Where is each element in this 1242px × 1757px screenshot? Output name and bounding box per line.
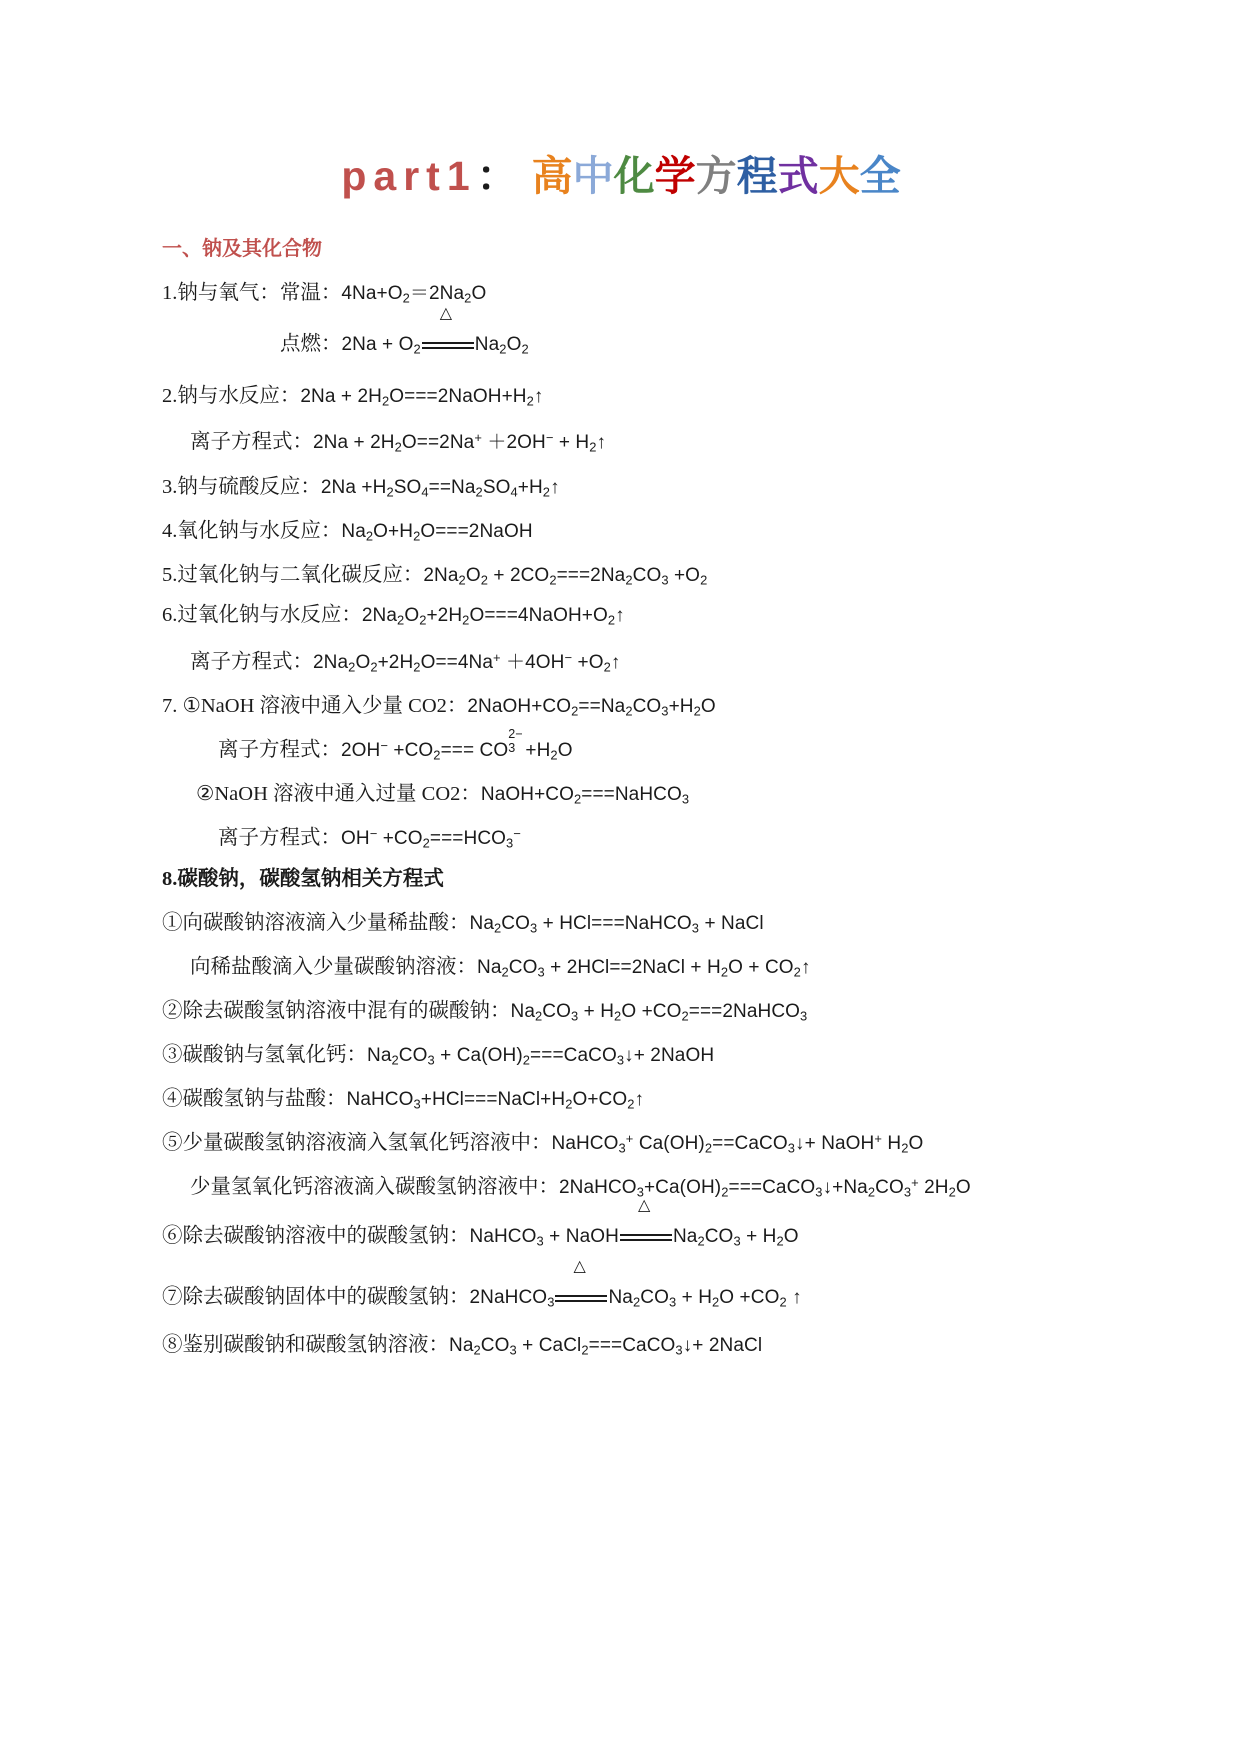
equation-line-hcl-na2co3-small: [190, 953, 811, 982]
equation-line-naoh-co2-small: [162, 692, 716, 721]
title-char-2: 化: [613, 153, 655, 199]
subscript: 2: [542, 484, 551, 500]
subscript: 3: [681, 791, 690, 807]
subscript: 2: [462, 612, 470, 628]
subscript: 2: [589, 439, 597, 455]
subscript: 3: [618, 1140, 626, 1156]
subscript: 2: [501, 964, 509, 980]
subscript: 2: [681, 1008, 689, 1024]
subscript: 4: [510, 484, 518, 500]
chemical-equation: $2Na + O_2$ △ $Na_2O_2$: [342, 334, 529, 355]
equation-line-na-sulfuric: [162, 473, 560, 502]
chemical-equation: $Na_2O+H_2O===2NaOH$: [341, 521, 533, 544]
subscript: 2: [614, 1008, 622, 1024]
charge-sign: +: [625, 1130, 634, 1146]
equation-label: 离子方程式：: [218, 739, 341, 761]
subscript: 2: [422, 835, 430, 851]
equation-line-remove-nahco3-from-na2co3-solid: [162, 1283, 802, 1312]
equation-label: ⑥除去碳酸钠溶液中的碳酸氢钠：: [162, 1225, 470, 1247]
equation-label: 离子方程式：: [218, 827, 341, 849]
subscript: 2: [720, 964, 729, 980]
equation-line-carbonate-group-heading: [162, 865, 444, 893]
subscript: 3: [537, 964, 545, 980]
chemical-equation: $Na_2CO_3$ + $Ca(OH)_2===CaCO_3↓+$ 2NaOH: [367, 1045, 715, 1068]
equation-label: 5.过氧化钠与二氧化碳反应：: [162, 564, 424, 586]
subscript: 2: [793, 964, 801, 980]
chemical-equation: $2NaOH+CO_2==Na_2CO_3+H_2O$: [467, 696, 716, 719]
subscript: 2: [704, 1140, 713, 1156]
charge-sign: +: [874, 1130, 883, 1146]
chemical-equation: $Na_2CO_3$ + 2HCl==2NaCl + $H_2O$ + $CO_2↑$: [477, 957, 811, 980]
subscript: 2: [573, 791, 582, 807]
title-colored-chars: [532, 153, 901, 199]
subscript: 2: [565, 1096, 573, 1112]
subscript: 3: [691, 920, 700, 936]
subscript: 2: [607, 612, 616, 628]
equation-line-na2co3-caoh2: [162, 1041, 714, 1070]
equation-label: 点燃：: [280, 333, 342, 355]
equation-label: ③碳酸钠与氢氧化钙：: [162, 1044, 367, 1066]
reaction-condition-heat: [620, 1227, 672, 1246]
subscript: 3: [570, 1008, 579, 1024]
equation-line-naoh-co2-small-ionic: [218, 726, 573, 765]
subscript: 3: [815, 1184, 823, 1200]
subscript: 2: [549, 572, 557, 588]
equation-line-remove-na2co3-from-nahco3: [162, 997, 807, 1026]
chemical-equation: $2Na_2O_2+2H_2O===4NaOH+O_2↑$: [361, 605, 625, 628]
charge-sign: +: [493, 649, 501, 665]
equation-label: ④碳酸氢钠与盐酸：: [162, 1088, 347, 1110]
subscript: 2: [370, 659, 378, 675]
chemical-equation: $2Na + 2H_2O===2NaOH+H_2↑$: [300, 386, 544, 409]
subscript: 2: [458, 572, 466, 588]
subscript: 3: [636, 1184, 644, 1200]
subscript: 2: [402, 290, 410, 306]
equation-label: 离子方程式：: [190, 651, 313, 673]
chemical-equation: 2NaHCO$_3$ △ $Na_2CO_3 + H_2O +CO_2$ ↑: [470, 1287, 802, 1308]
title-colon: ：: [476, 153, 518, 199]
equation-label: ①向碳酸钠溶液滴入少量稀盐酸：: [162, 912, 470, 934]
equation-line-small-nahco3-into-caoh2: [162, 1129, 923, 1158]
subscript: 2: [480, 572, 488, 588]
subscript: 3: [675, 1342, 683, 1358]
charge-sign: −: [380, 737, 389, 753]
title-char-5: 程: [736, 153, 778, 199]
subscript: 3: [616, 1052, 625, 1068]
equation-line-remove-nahco3-from-na2co3-solution: [162, 1222, 799, 1251]
chemical-equation: $2Na +H_2SO_4==Na_2SO_4+H_2↑$: [320, 477, 560, 500]
equation-label: 7. ①NaOH 溶液中通入少量 CO2：: [162, 695, 468, 717]
subscript: 2: [348, 659, 356, 675]
equation-label: 6.过氧化钠与水反应：: [162, 604, 362, 626]
subscript: 2: [867, 1184, 876, 1200]
subscript: 3: [506, 835, 514, 851]
equation-label: 8.碳酸钠，碳酸氢钠相关方程式: [162, 868, 444, 890]
subscript: 2: [693, 703, 701, 719]
chemical-equation: $OH^- +CO_2===HCO_3^-$: [341, 825, 521, 851]
subscript: 3: [787, 1140, 796, 1156]
subscript: 2: [433, 747, 441, 763]
title-char-8: 全: [859, 153, 901, 199]
page-title: [0, 148, 1242, 204]
chemical-equation: NaHCO$_3$ + NaOH △ $Na_2CO_3 + H_2O$: [470, 1226, 799, 1247]
subscript: 2: [712, 1294, 720, 1310]
charge-sign: −: [369, 825, 378, 841]
reaction-condition-heat: [422, 335, 474, 354]
chemical-equation: $NaOH+CO_2===NaHCO_3$: [480, 784, 690, 807]
subscript: 2: [386, 484, 394, 500]
subscript: 2: [776, 1233, 784, 1249]
equation-label: ⑤少量碳酸氢钠溶液滴入氢氧化钙溶液中：: [162, 1132, 552, 1154]
title-char-0: 高: [531, 153, 573, 199]
equation-line-na2o2-water-ionic: [190, 648, 621, 677]
section-heading: 一、钠及其化合物: [162, 238, 322, 260]
subscript: 2: [413, 528, 421, 544]
chemical-equation: $2Na_2O_2+2H_2O==4Na^+ +4OH^-$ $+O_2↑$: [313, 649, 621, 675]
chemical-equation: $2Na_2O_2 + 2CO_2===2Na_2CO_3 +O_2$: [423, 565, 708, 588]
subscript: 3: [529, 920, 538, 936]
equation-line-na-oxygen-ignite: [280, 330, 529, 359]
subscript: 2: [535, 1008, 543, 1024]
subscript: 2: [413, 659, 421, 675]
equation-label: 4.氧化钠与水反应：: [162, 520, 342, 542]
equation-line-na2o2-water: [162, 601, 625, 630]
charge-sign: +: [474, 429, 482, 445]
subscript: 3: [509, 1342, 517, 1358]
charge-sign: +: [911, 1174, 919, 1190]
subscript: 2: [901, 1140, 909, 1156]
title-char-3: 学: [654, 153, 696, 199]
charge-sign: −: [513, 825, 521, 841]
equation-label: 离子方程式：: [190, 431, 313, 453]
subscript: 2: [603, 659, 611, 675]
subscript: 2: [391, 1052, 399, 1068]
chemical-equation: $Na_2CO_3$ + CaCl$_2$===CaCO$_3$↓+ 2NaCl: [449, 1335, 763, 1358]
subscript: 2: [550, 747, 558, 763]
subscript: 2: [625, 703, 633, 719]
equation-line-na2o2-co2: [162, 561, 707, 590]
subscript: 2: [700, 572, 708, 588]
subscript: 3: [413, 1096, 421, 1112]
equation-line-distinguish-na2co3-nahco3: [162, 1331, 762, 1360]
equation-line-na-oxygen-normal: [162, 279, 486, 308]
equation-label: ②除去碳酸氢钠溶液中混有的碳酸钠：: [162, 1000, 511, 1022]
subscript: 2: [526, 393, 534, 409]
chemical-equation: $4Na+O_2=2Na_2O$: [341, 283, 487, 306]
subscript: 4: [421, 484, 429, 500]
subscript: 3: [733, 1233, 741, 1249]
charge-sign: −: [564, 649, 573, 665]
subscript: 2: [625, 572, 633, 588]
title-char-7: 大: [818, 153, 860, 199]
title-latin: part1: [341, 153, 477, 199]
chemical-equation: $NaHCO_3+HCl===NaCl+H_2O+CO_2↑$: [346, 1089, 645, 1112]
equation-line-na-water-ionic: [190, 428, 606, 457]
equation-line-na2o-water: [162, 517, 533, 546]
subscript: 2: [464, 290, 472, 306]
title-char-6: 式: [777, 153, 819, 199]
subscript: 3: [661, 703, 669, 719]
subscript: 3: [427, 1052, 435, 1068]
subscript: 2: [494, 920, 502, 936]
subscript: 3: [668, 1294, 677, 1310]
subscript: 2: [948, 1184, 956, 1200]
equation-label: 向稀盐酸滴入少量碳酸钠溶液：: [190, 956, 477, 978]
equation-line-naoh-co2-excess-ionic: [218, 824, 521, 853]
chemical-equation: $2OH^- +CO_2===$ CO 3 2− $+H_2O$: [341, 726, 573, 763]
title-char-1: 中: [572, 153, 614, 199]
chemical-equation: $2Na + 2H_2O==2Na^+ +2OH^-$ + $H_2↑$: [313, 429, 607, 455]
subscript: 2: [419, 612, 427, 628]
subscript: 2: [473, 1342, 481, 1358]
chemical-equation: $Na_2CO_3$ + HCl===NaHCO$_3$ + NaCl: [469, 913, 764, 936]
subscript: 3: [547, 1294, 555, 1310]
equation-line-na2co3-hcl-small: [162, 909, 764, 938]
subscript: 2: [475, 484, 483, 500]
subscript: 2: [581, 1342, 589, 1358]
subscript: 2: [365, 528, 374, 544]
subscript: 2: [721, 1184, 729, 1200]
subscript: 2: [381, 393, 390, 409]
equation-label: ②NaOH 溶液中通入过量 CO2：: [196, 783, 481, 805]
equation-label: 少量氢氧化钙溶液滴入碳酸氢钠溶液中：: [190, 1176, 559, 1198]
equation-label: 2.钠与水反应：: [162, 385, 301, 407]
chemical-equation: NaHCO$_3$+ $Ca(OH)_2==CaCO_3↓+$ NaOH+ $H_2O$: [551, 1130, 924, 1156]
subscript: 2: [397, 612, 405, 628]
subscript: 2: [521, 341, 529, 357]
charge-sign: −: [545, 429, 554, 445]
subscript: 3: [800, 1008, 808, 1024]
subscript: 2: [627, 1096, 635, 1112]
subscript: 3: [661, 572, 669, 588]
subscript: 2: [413, 341, 421, 357]
subscript: 3: [536, 1233, 544, 1249]
ion-charge: 3 2−: [508, 726, 523, 756]
subscript: 2: [522, 1052, 531, 1068]
equation-line-naoh-co2-excess: [196, 780, 689, 809]
equation-line-small-caoh2-into-nahco3: [190, 1173, 971, 1202]
equation-label: ⑦除去碳酸钠固体中的碳酸氢钠：: [162, 1286, 470, 1308]
subscript: 2: [394, 439, 402, 455]
subscript: 2: [571, 703, 579, 719]
subscript: 2: [632, 1294, 641, 1310]
equation-label: ⑧鉴别碳酸钠和碳酸氢钠溶液：: [162, 1334, 449, 1356]
equation-line-na-water: [162, 382, 544, 411]
equation-label: 1.钠与氧气：常温：: [162, 282, 342, 304]
chemical-equation: $Na_2CO_3 + H_2O$ $+CO_2===2NaHCO_3$: [510, 1001, 808, 1024]
subscript: 2: [697, 1233, 705, 1249]
reaction-condition-heat: [555, 1288, 607, 1307]
subscript: 2: [779, 1294, 787, 1310]
equation-label: 3.钠与硫酸反应：: [162, 476, 321, 498]
equation-line-nahco3-hcl: [162, 1085, 644, 1114]
subscript: 3: [903, 1184, 912, 1200]
title-char-4: 方: [695, 153, 737, 199]
subscript: 2: [499, 341, 507, 357]
chemical-equation: $2NaHCO_3+Ca(OH)_2===CaCO_3↓+Na_2CO_3^+$ $2H_2O$: [559, 1174, 971, 1200]
